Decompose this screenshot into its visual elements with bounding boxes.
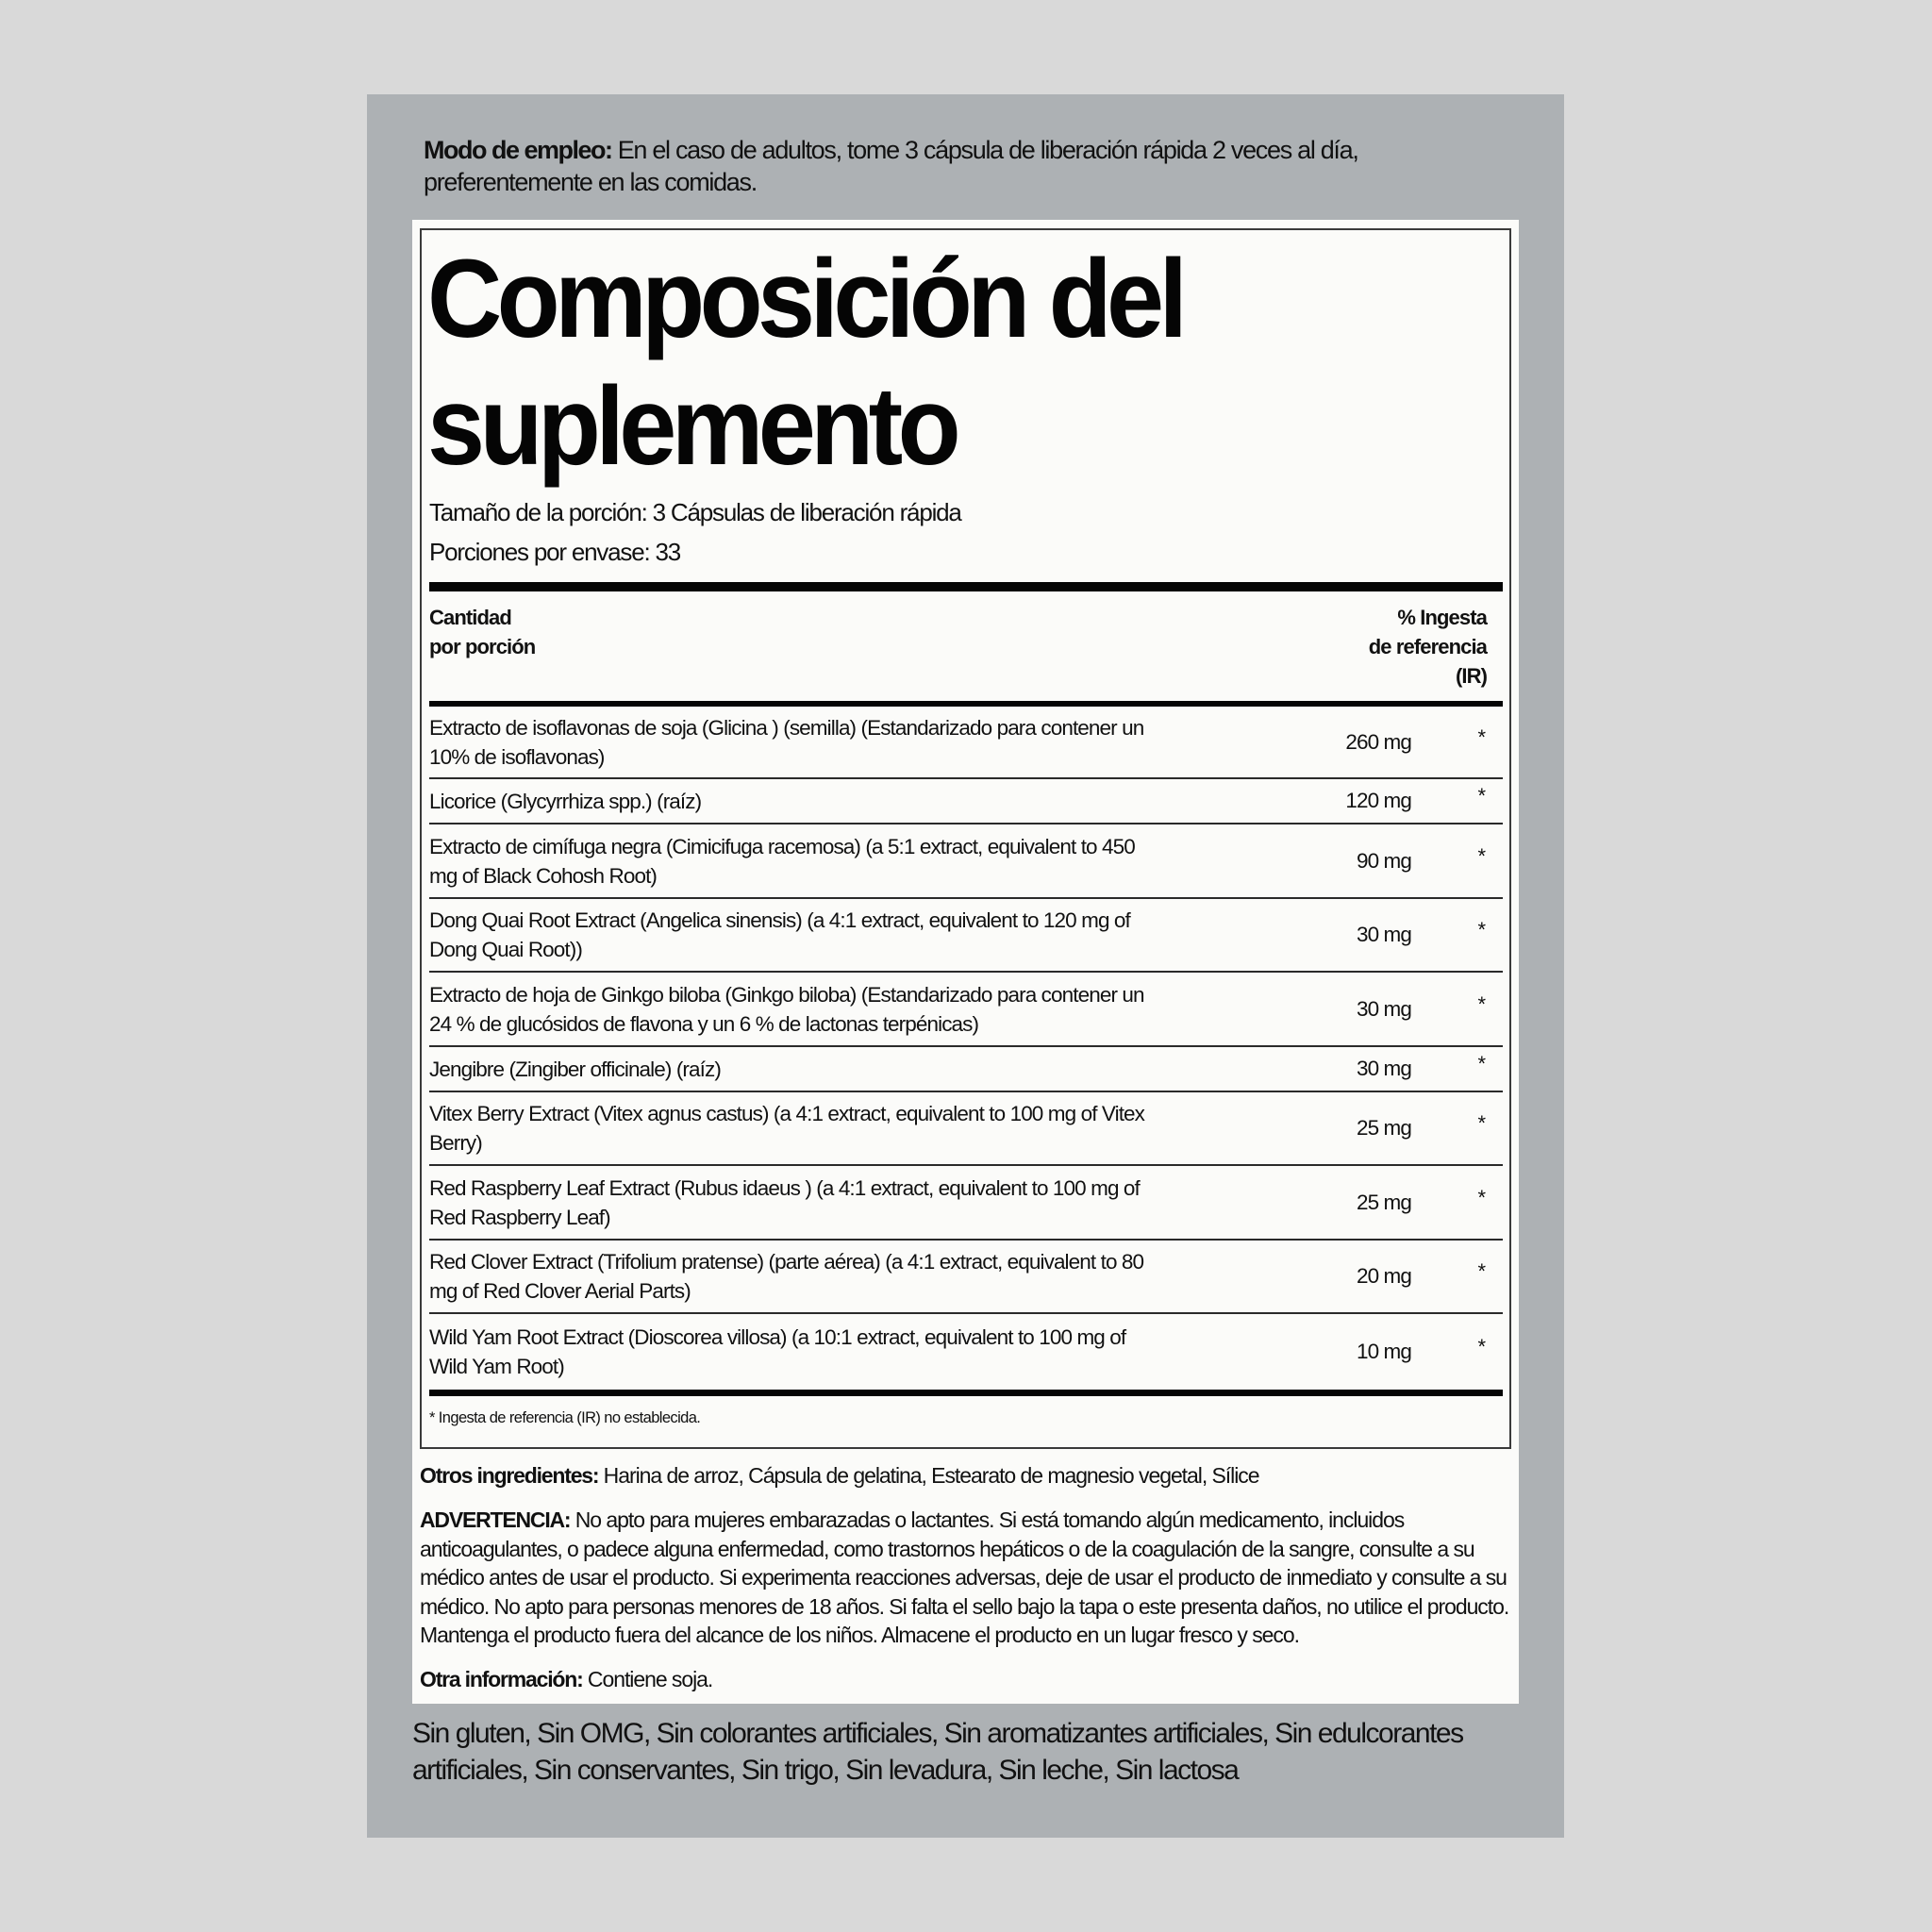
- header-left-line2: por porción: [429, 635, 536, 658]
- table-row: [429, 1166, 1503, 1241]
- header-amount-per-serving: [429, 603, 535, 661]
- warning-text: No apto para mujeres embarazadas o lactantes. Si está tomando algún medicamento, incluidos anticoagulantes, o padece alguna enfermedad, como trastornos hepáticos o de la coagulación de la sangre, consulte a su médico antes de usar el producto. Si experimenta reacciones adversas, deje de usar el producto de inmediato y consulte a su médico. No apto para personas menores de 18 años. Si falta el sello bajo la tapa o este presenta daños, no utilice el producto. Mantenga el producto fuera del alcance de los niños. Almacene el producto en un lugar fresco y seco.: [420, 1507, 1509, 1647]
- serving-size: Tamaño de la porción: 3 Cápsulas de liberación rápida: [429, 498, 961, 526]
- ingredient-name: Vitex Berry Extract (Vitex agnus castus) (a 4:1 extract, equivalent to 100 mg of Vitex Berry): [429, 1102, 1145, 1155]
- ingredient-ir: *: [1477, 1185, 1486, 1209]
- header-right-line2: de referencia: [1368, 635, 1487, 658]
- thick-divider-bottom: [429, 1390, 1503, 1396]
- ingredient-name: Dong Quai Root Extract (Angelica sinensis) (a 4:1 extract, equivalent to 120 mg of Dong Quai Root)): [429, 908, 1130, 961]
- ingredient-name: Red Clover Extract (Trifolium pratense) (parte aérea) (a 4:1 extract, equivalent to 80 mg of Red Clover Aerial Parts): [429, 1250, 1144, 1303]
- ingredients-table: [429, 707, 1503, 1390]
- ingredient-name: Extracto de cimífuga negra (Cimicifuga racemosa) (a 5:1 extract, equivalent to 450 mg of Black Cohosh Root): [429, 834, 1135, 888]
- ingredient-ir: *: [1477, 1052, 1486, 1075]
- ingredient-name: Wild Yam Root Extract (Dioscorea villosa) (a 10:1 extract, equivalent to 100 mg of Wild Yam Root): [429, 1325, 1126, 1378]
- header-left-line1: Cantidad: [429, 606, 511, 629]
- table-row: [429, 899, 1503, 973]
- thick-divider-top: [429, 582, 1503, 591]
- ingredient-amount: 30 mg: [1356, 923, 1411, 946]
- ingredient-name: Licorice (Glycyrrhiza spp.) (raíz): [429, 789, 702, 813]
- warning: [420, 1506, 1514, 1650]
- ingredient-ir: *: [1477, 724, 1486, 749]
- facts-title-line2: suplemento: [427, 364, 957, 489]
- other-info: [420, 1665, 1514, 1694]
- warning-label: ADVERTENCIA:: [420, 1507, 571, 1532]
- ingredient-amount: 10 mg: [1356, 1340, 1411, 1363]
- table-row: [429, 824, 1503, 899]
- other-ingredients-text: Harina de arroz, Cápsula de gelatina, Estearato de magnesio vegetal, Sílice: [598, 1463, 1259, 1488]
- other-ingredients-label: Otros ingredientes:: [420, 1463, 599, 1488]
- ingredient-ir: *: [1477, 1259, 1486, 1283]
- ingredient-name: Extracto de isoflavonas de soja (Glicina ) (semilla) (Estandarizado para contener un 10% de isoflavonas): [429, 715, 1144, 769]
- facts-title-line1: Composición del: [427, 237, 1183, 361]
- directions-text: [424, 134, 1461, 198]
- facts-title: [427, 236, 1392, 491]
- ingredient-amount: 30 mg: [1356, 996, 1411, 1021]
- directions-body: En el caso de adultos, tome 3 cápsula de liberación rápida 2 veces al día, preferentemente en las comidas.: [424, 136, 1358, 196]
- free-from-claims: Sin gluten, Sin OMG, Sin colorantes artificiales, Sin aromatizantes artificiales, Sin edulcorantes artificiales, Sin conservantes, Sin trigo, Sin levadura, Sin leche, Sin lactosa: [412, 1718, 1463, 1786]
- ingredient-ir: *: [1477, 843, 1486, 868]
- table-row: [429, 1092, 1503, 1166]
- ingredient-amount: 25 mg: [1356, 1116, 1411, 1140]
- ingredient-name: Red Raspberry Leaf Extract (Rubus idaeus ) (a 4:1 extract, equivalent to 100 mg of Red Raspberry Leaf): [429, 1175, 1140, 1229]
- other-info-label: Otra información:: [420, 1667, 583, 1691]
- ingredient-amount: 30 mg: [1356, 1057, 1411, 1080]
- ingredient-ir: *: [1477, 991, 1486, 1016]
- table-row: [429, 973, 1503, 1047]
- table-row: [429, 1241, 1503, 1314]
- ingredient-amount: 25 mg: [1356, 1190, 1411, 1214]
- other-info-text: Contiene soja.: [582, 1667, 713, 1691]
- ingredient-amount: 120 mg: [1345, 789, 1411, 812]
- ingredient-name: Jengibre (Zingiber officinale) (raíz): [429, 1057, 721, 1081]
- table-row: [429, 779, 1503, 824]
- header-right-line1: % Ingesta: [1397, 606, 1487, 629]
- ingredient-ir: *: [1477, 918, 1486, 941]
- directions-label: Modo de empleo:: [424, 136, 612, 164]
- ingredient-ir: *: [1477, 1335, 1486, 1358]
- footnote: * Ingesta de referencia (IR) no establecida.: [429, 1409, 701, 1426]
- table-row: [429, 1314, 1503, 1390]
- servings-per-container: Porciones por envase: 33: [429, 538, 681, 566]
- ingredient-amount: 260 mg: [1345, 729, 1411, 754]
- table-row: [429, 1047, 1503, 1092]
- ingredient-ir: *: [1477, 784, 1486, 808]
- other-ingredients: [420, 1461, 1514, 1491]
- ingredient-name: Extracto de hoja de Ginkgo biloba (Ginkgo biloba) (Estandarizado para contener un 24 % de glucósidos de flavona y un 6 % de lactonas terpénicas): [429, 982, 1144, 1036]
- ingredient-ir: *: [1477, 1111, 1486, 1135]
- ingredient-amount: 90 mg: [1356, 848, 1411, 873]
- header-reference-intake: [1369, 603, 1487, 691]
- ingredient-amount: 20 mg: [1356, 1264, 1411, 1288]
- table-row: [429, 707, 1503, 779]
- header-right-line3: (IR): [1455, 664, 1487, 688]
